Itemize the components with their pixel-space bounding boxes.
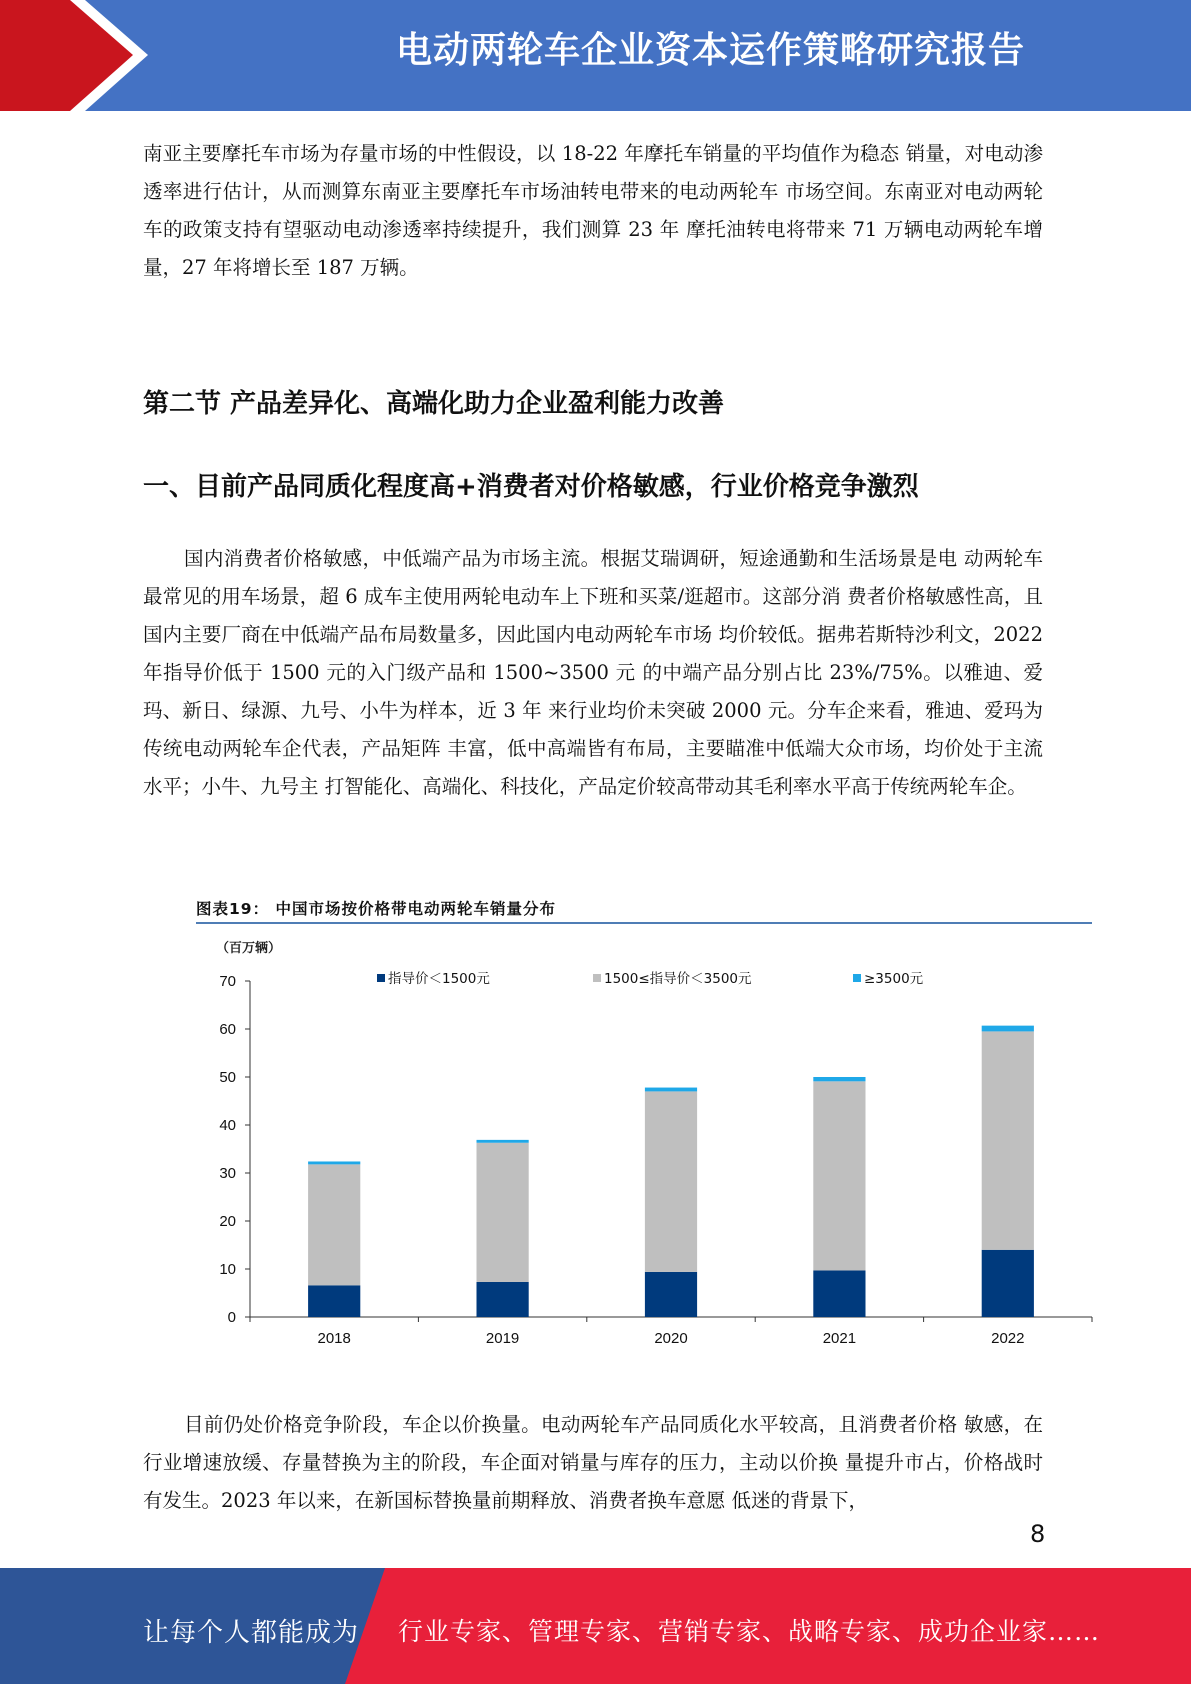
bar-segment-2021-series-2 — [813, 1081, 865, 1270]
legend-label: 1500≤指导价＜3500元 — [604, 971, 752, 987]
y-axis-unit-label: （百万辆） — [216, 941, 282, 956]
bar-segment-2018-series-2 — [308, 1164, 360, 1285]
legend-swatch — [593, 974, 601, 982]
bar-segment-2018-series-1 — [308, 1285, 360, 1317]
footer-slogan-left: 让每个人都能成为 — [143, 1618, 360, 1648]
bar-segment-2019-series-3 — [476, 1140, 528, 1143]
bar-segment-2020-series-3 — [645, 1088, 697, 1092]
legend-swatch — [853, 974, 861, 982]
footer-slogan-right: 行业专家、管理专家、营销专家、战略专家、成功企业家…… — [398, 1617, 1101, 1646]
bar-segment-2018-series-3 — [308, 1161, 360, 1164]
paragraph-price-sensitivity: 国内消费者价格敏感，中低端产品为市场主流。根据艾瑞调研，短途通勤和生活场景是电 动两轮车最常见的用车场景，超 6 成车主使用两轮电动车上下班和买菜/逛超市。这部分消 费者价格敏感性高，且国内主要厂商在中低端产品布局数量多，因此国内电动两轮车市场 均价较低。据弗若斯特沙利文，2022 年指导价低于 1500 元的入门级产品和 1500~3500 元 的中端产品分别占比 23%/75%。以雅迪、爱玛、新日、绿源、九号、小牛为样本，近 3 年 来行业均价未突破 2000 元。分车企来看，雅迪、爱玛为传统电动两轮车企代表，产品矩阵 丰富，低中高端皆有布局，主要瞄准中低端大众市场，均价处于主流水平；小牛、九号主 打智能化、高端化、科技化，产品定价较高带动其毛利率水平高于传统两轮车企。 — [143, 547, 1043, 798]
x-axis — [250, 1317, 1092, 1347]
y-tick-label: 40 — [219, 1117, 236, 1134]
bar-segment-2019-series-2 — [476, 1143, 528, 1282]
y-tick-label: 20 — [219, 1213, 236, 1230]
bar-segment-2022-series-3 — [982, 1026, 1034, 1032]
document-title: 电动两轮车企业资本运作策略研究报告 — [395, 30, 1025, 71]
stacked-bar-chart — [180, 930, 1100, 1350]
x-tick-label: 2021 — [822, 1330, 857, 1347]
y-tick-label: 0 — [227, 1309, 236, 1326]
subsection-heading: 一、目前产品同质化程度高+消费者对价格敏感，行业价格竞争激烈 — [143, 472, 919, 502]
y-tick-label: 50 — [219, 1069, 236, 1086]
x-tick-label: 2018 — [317, 1330, 351, 1347]
legend-swatch — [377, 974, 385, 982]
x-tick-label: 2022 — [991, 1330, 1025, 1347]
section-heading: 第二节 产品差异化、高端化助力企业盈利能力改善 — [143, 389, 725, 419]
x-tick-label: 2019 — [485, 1330, 520, 1347]
paragraph-price-war: 目前仍处价格竞争阶段，车企以价换量。电动两轮车产品同质化水平较高，且消费者价格 敏感，在行业增速放缓、存量替换为主的阶段，车企面对销量与库存的压力，主动以价换 量提升市占，价格战时有发生。2023 年以来，在新国标替换量前期释放、消费者换车意愿 低迷的背景下， — [143, 1413, 1043, 1512]
bar-segment-2021-series-1 — [813, 1270, 865, 1317]
x-tick-label: 2020 — [654, 1330, 688, 1347]
y-tick-label: 30 — [219, 1165, 236, 1182]
paragraph-market-estimate: 南亚主要摩托车市场为存量市场的中性假设，以 18-22 年摩托车销量的平均值作为稳态 销量，对电动渗透率进行估计，从而测算东南亚主要摩托车市场油转电带来的电动两轮车 市场空间。东南亚对电动两轮车的政策支持有望驱动电动渗透率持续提升，我们测算 23 年 摩托油转电将带来 71 万辆电动两轮车增量，27 年将增长至 187 万辆。 — [143, 142, 1043, 279]
y-tick-label: 60 — [219, 1021, 236, 1038]
bar-segment-2021-series-3 — [813, 1077, 865, 1081]
chart-legend — [377, 970, 924, 987]
y-axis — [219, 973, 250, 1326]
y-tick-label: 10 — [219, 1261, 236, 1278]
bar-segment-2022-series-2 — [982, 1031, 1034, 1249]
bar-segment-2019-series-1 — [476, 1282, 528, 1317]
bar-segment-2022-series-1 — [982, 1250, 1034, 1317]
page-header — [0, 0, 1191, 111]
bar-segment-2020-series-1 — [645, 1272, 697, 1317]
bar-segment-2020-series-2 — [645, 1091, 697, 1271]
legend-label: 指导价＜1500元 — [388, 971, 490, 987]
legend-label: ≥3500元 — [864, 971, 924, 987]
bar-series — [308, 1026, 1034, 1317]
figure-caption: 图表19： 中国市场按价格带电动两轮车销量分布 — [196, 897, 1092, 924]
y-tick-label: 70 — [219, 973, 236, 990]
page-number: 8 — [1030, 1520, 1046, 1548]
